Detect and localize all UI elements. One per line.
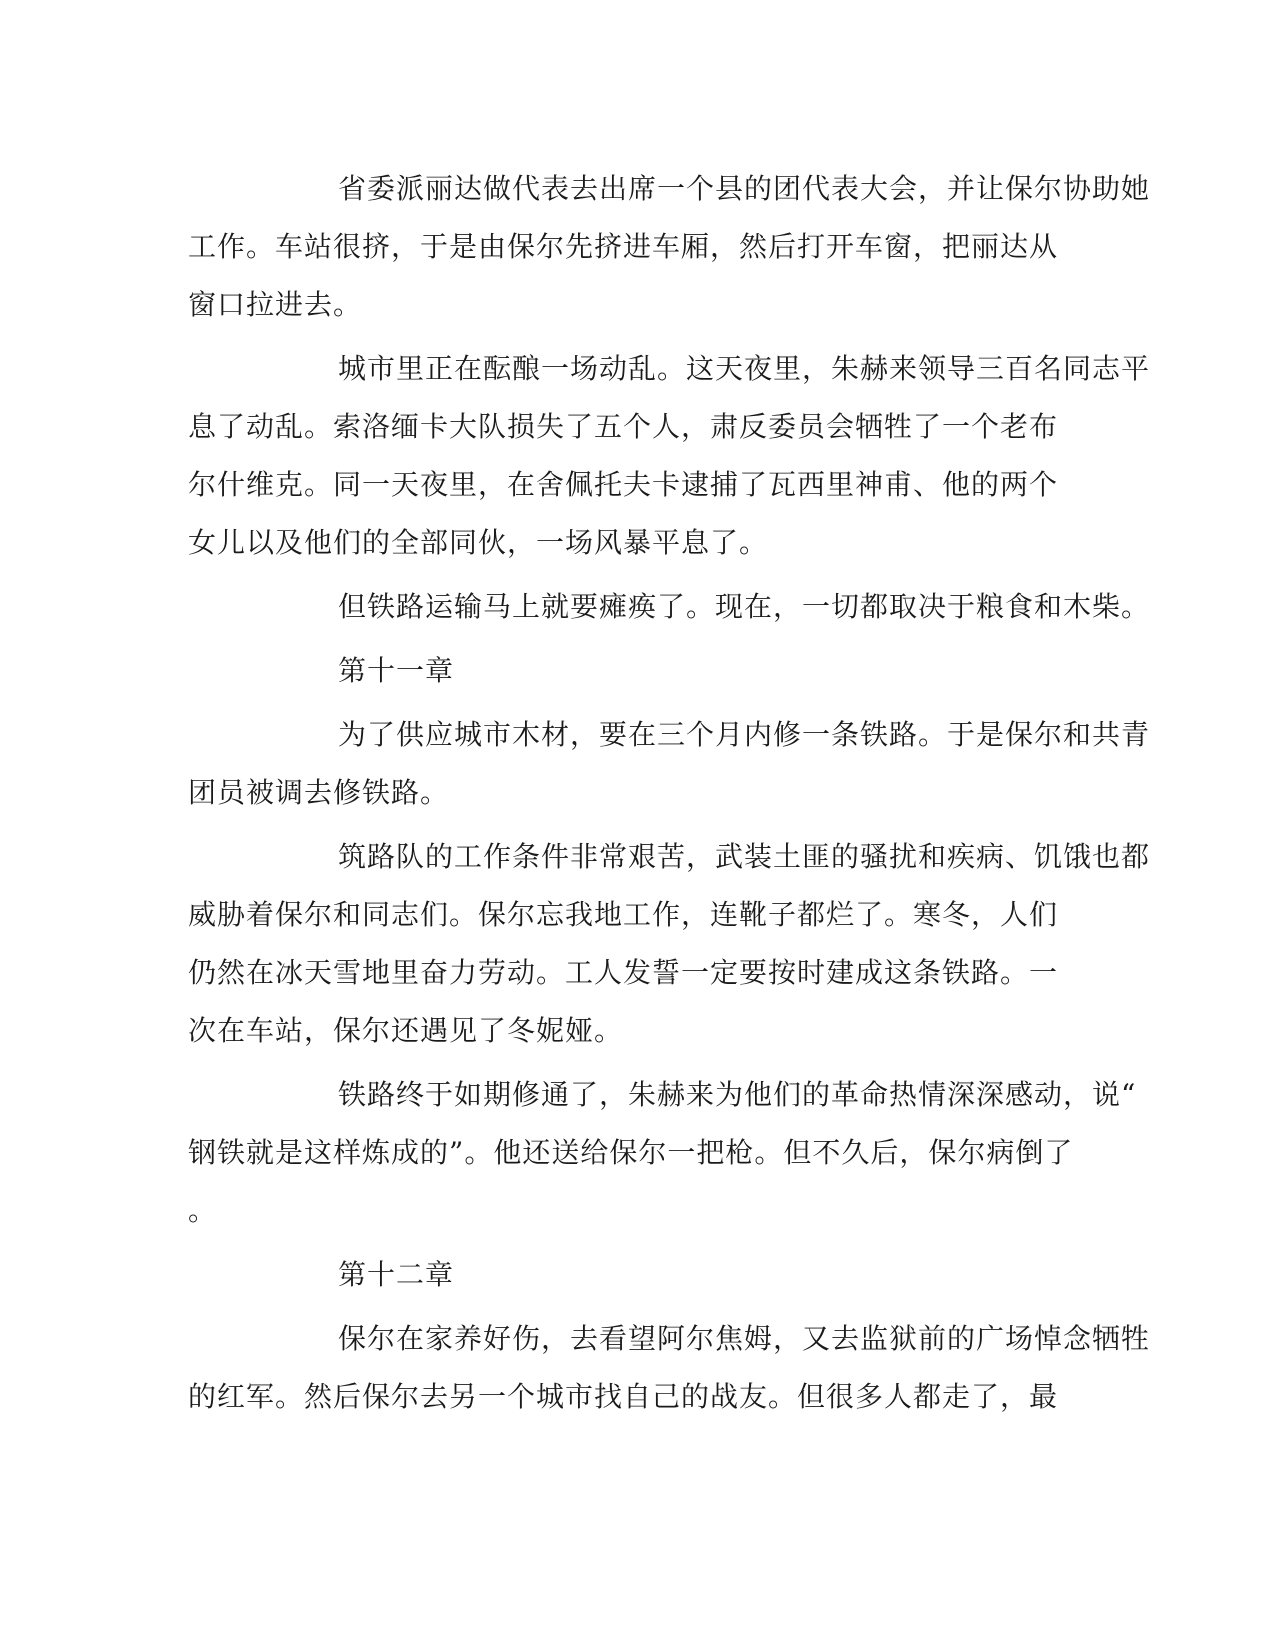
text-line: 尔什维克。同一天夜里，在舍佩托夫卡逮捕了瓦西里神甫、他的两个 (188, 468, 1059, 501)
text-line: 息了动乱。索洛缅卡大队损失了五个人，肃反委员会牺牲了一个老布 (188, 410, 1059, 443)
paragraph (188, 828, 1151, 1060)
text-line: 钢铁就是这样炼成的”。他还送给保尔一把枪。但不久后，保尔病倒了 (188, 1136, 1074, 1169)
text-line: 城市里正在酝酿一场动乱。这天夜里，朱赫来领导三百名同志平 (338, 352, 1151, 385)
paragraph (188, 160, 1151, 334)
paragraph (188, 706, 1151, 822)
text-line: 为了供应城市木材，要在三个月内修一条铁路。于是保尔和共青 (338, 718, 1151, 751)
text-line: 的红军。然后保尔去另一个城市找自己的战友。但很多人都走了，最 (188, 1380, 1059, 1413)
chapter-heading (188, 642, 1068, 700)
text-line: 但铁路运输马上就要瘫痪了。现在，一切都取决于粮食和木柴。 (338, 590, 1151, 623)
text-line: 。 (188, 1194, 218, 1227)
paragraph (188, 1310, 1151, 1426)
paragraph (188, 1066, 1137, 1240)
text-line: 仍然在冰天雪地里奋力劳动。工人发誓一定要按时建成这条铁路。一 (188, 956, 1059, 989)
text-line: 窗口拉进去。 (188, 288, 363, 321)
text-line: 威胁着保尔和同志们。保尔忘我地工作，连靴子都烂了。寒冬，人们 (188, 898, 1059, 931)
document-body (188, 160, 1151, 1426)
text-line: 次在车站，保尔还遇见了冬妮娅。 (188, 1014, 624, 1047)
paragraph (188, 340, 1151, 572)
text-line: 保尔在家养好伤，去看望阿尔焦姆，又去监狱前的广场悼念牺牲 (338, 1322, 1151, 1355)
text-line: 工作。车站很挤，于是由保尔先挤进车厢，然后打开车窗，把丽达从 (188, 230, 1059, 263)
text-line: 女儿以及他们的全部同伙，一场风暴平息了。 (188, 526, 769, 559)
chapter-heading-text: 第十一章 (338, 654, 455, 687)
text-line: 筑路队的工作条件非常艰苦，武装土匪的骚扰和疾病、饥饿也都 (338, 840, 1151, 873)
chapter-heading-text: 第十二章 (338, 1258, 455, 1291)
text-line: 铁路终于如期修通了，朱赫来为他们的革命热情深深感动，说“ (338, 1078, 1137, 1111)
chapter-heading (188, 1246, 1068, 1304)
paragraph (188, 578, 1151, 636)
text-line: 团员被调去修铁路。 (188, 776, 450, 809)
text-line: 省委派丽达做代表去出席一个县的团代表大会，并让保尔协助她 (338, 172, 1151, 205)
